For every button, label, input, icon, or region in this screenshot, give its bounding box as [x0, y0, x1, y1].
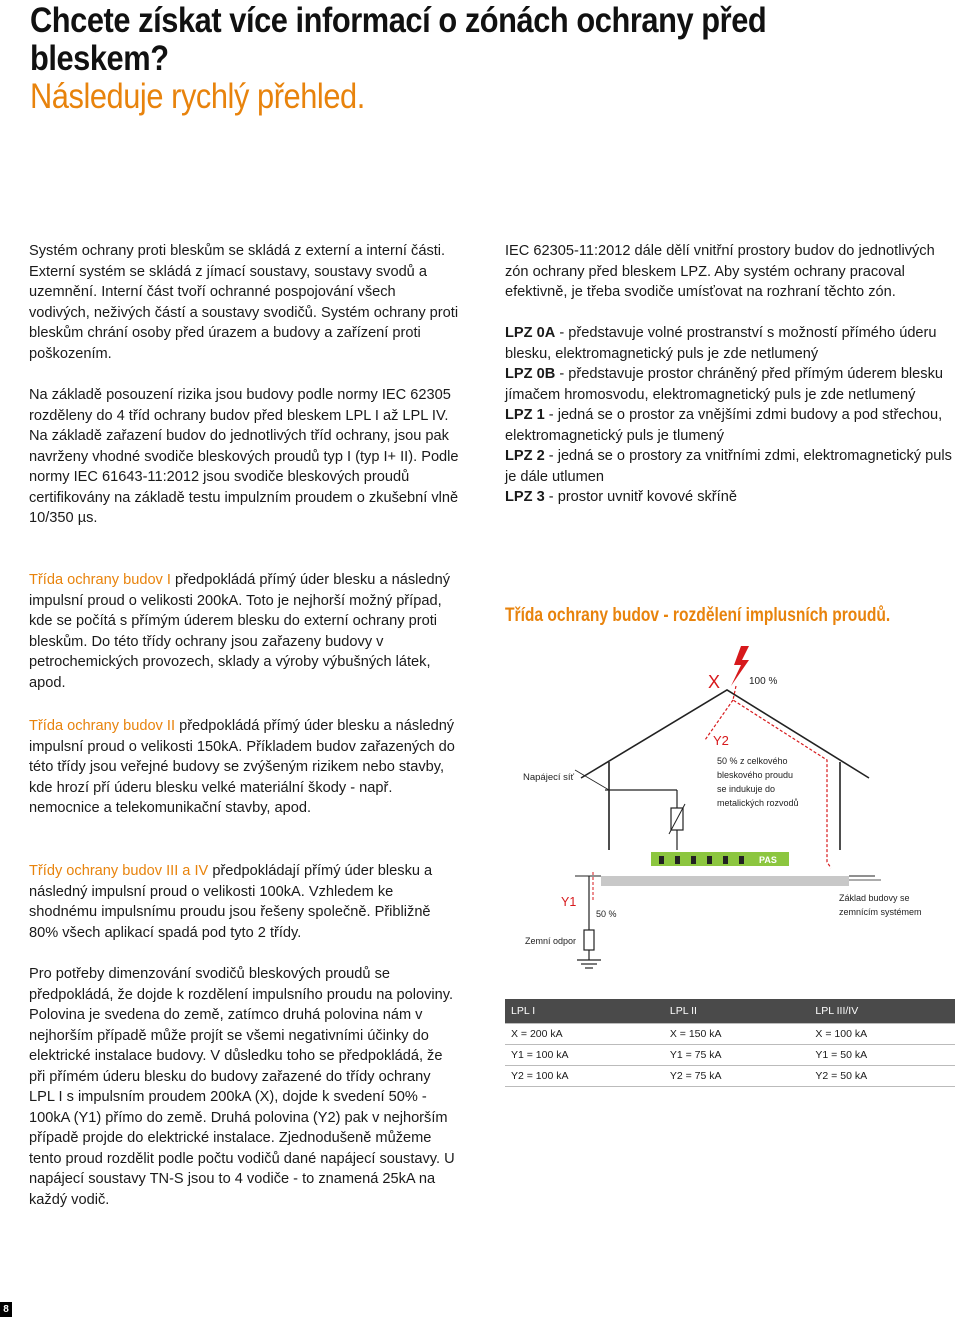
pct-100-label: 100 %	[749, 676, 778, 687]
title-line-2: Následuje rychlý přehled.	[30, 77, 365, 116]
y2-note-2: bleskového proudu	[717, 770, 794, 780]
table-header-row	[505, 999, 955, 1024]
lpz-item-2: LPZ 2 - jedná se o prostory za vnitřními zdmi, elektromagnetický puls je dále utlumen	[505, 448, 952, 485]
lpz-list	[505, 323, 955, 508]
lpz-item-1: LPZ 1 - jedná se o prostor za vnějšími zdmi budovy a pod střechou, elektromagnetický puls je tlumený	[505, 407, 943, 444]
lpl-current-table	[505, 999, 955, 1087]
title-line-1: Chcete získat více informací o zónách ochrany před bleskem?	[30, 1, 767, 78]
x-label: X	[708, 672, 721, 692]
left-paragraph-class-2	[29, 716, 459, 819]
supply-label: Napájecí síť	[523, 772, 575, 783]
right-intro: IEC 62305-11:2012 dále dělí vnitřní prostory budov do jednotlivých zón ochrany před bleskem LPZ. Aby systém ochrany pracoval efektivně, je třeba svodiče umísťovat na rozhraní těchto zón.	[505, 243, 935, 300]
table-cell: Y2 = 100 kA	[505, 1066, 664, 1087]
table-cell: Y1 = 100 kA	[505, 1045, 664, 1066]
table-header-cell: LPL II	[664, 999, 810, 1024]
page-title	[30, 2, 822, 116]
diagram-heading: Třída ochrany budov - rozdělení implusních proudů.	[505, 605, 891, 626]
left-paragraph-class-3-4	[29, 861, 459, 943]
lightning-current-diagram	[505, 640, 945, 970]
class-2-text: předpokládá přímý úder blesku a následný impulsní proud o velikosti 150kA. Příkladem budov zařazených do této třídy jsou veřejné budovy se zvýšeným rizikem nebo stavby, kde hrozí pří úderu blesku velké materiální škody - např. nemocnice a telekomunikační stavby, apod.	[29, 718, 455, 816]
lpz-item-0b: LPZ 0B - představuje prostor chráněný před přímým úderem blesku jímačem hromosvodu, elektromagnetický puls je zde netlumený	[505, 366, 943, 403]
table-cell: Y2 = 50 kA	[809, 1066, 955, 1087]
supply-pointer	[575, 770, 609, 790]
lpz-item-3: LPZ 3 - prostor uvnitř kovové skříně	[505, 489, 737, 505]
foundation-strip	[601, 876, 849, 886]
foundation-label-1: Základ budovy se	[839, 893, 910, 903]
pas-label: PAS	[759, 855, 777, 865]
surge-arrester-icon	[669, 790, 685, 850]
class-3-4-text: předpokládají přímý úder blesku a následný impulsní proud o velikosti 100kA. Vzhledem ke shodnému impulsnímu proudu jsou řešeny společně. Přibližně 80% všech aplikací spadá pod tyto 2 třídy.	[29, 863, 433, 941]
table-cell: X = 100 kA	[809, 1024, 955, 1045]
y2-note-4: metalických rozvodů	[717, 798, 799, 808]
table-row	[505, 1024, 955, 1045]
left-paragraph-dimensioning: Pro potřeby dimenzování svodičů bleskových proudů se předpokládá, že dojde k rozdělení impulsního proudu na poloviny. Polovina je svedena do země, zatímco druhá polovina nám v nejhorším případě může projít se všemi negativními účinky do elektrické instalace budovy. V důsledku toho se předpokládá, že při přímém úderu blesku do budovy zařazené do třídy ochrany LPL I s impulsním proudem 200kA (X), dojde k svedení 50% - 100kA (Y1) přímo do země. Druhá polovina (Y2) pak v nejhorším případě projde do elektrické instalace. Zjednodušeně můžeme tento proud rozdělit podle počtu vodičů dané napájecí soustavy. U napájecí soustavy TN-S jsou to 4 vodiče - to znamená 25kA na každý vodič.	[29, 966, 455, 1208]
table-cell: X = 200 kA	[505, 1024, 664, 1045]
table-header-cell: LPL III/IV	[809, 999, 955, 1024]
table-header-cell: LPL I	[505, 999, 664, 1024]
class-3-4-lead: Třídy ochrany budov III a IV	[29, 863, 209, 879]
lightning-bolt-icon	[731, 646, 749, 686]
table-row	[505, 1045, 955, 1066]
y2-label: Y2	[713, 733, 729, 748]
ground-symbol-icon	[577, 950, 601, 968]
table-cell: X = 150 kA	[664, 1024, 810, 1045]
lpz-item-0a: LPZ 0A - představuje volné prostranství s možností přímého úderu blesku, elektromagnetický puls je zde netlumený	[505, 325, 937, 362]
left-paragraph-2: Na základě posouzení rizika jsou budovy podle normy IEC 62305 rozděleny do 4 tříd ochrany budov před bleskem LPL I až LPL IV. Na základě zařazení budov do jednotlivých tříd ochrany, jsou pak navrženy vhodné svodiče bleskových proudů typ I (typ I+ II). Podle normy IEC 61643-11:2012 jsou svodiče bleskových proudů certifikovány na základě testu impulzním proudem o zkušební vlně 10/350 µs.	[29, 387, 459, 526]
table-cell: Y1 = 50 kA	[809, 1045, 955, 1066]
ground-resistor-icon	[584, 930, 594, 950]
class-1-text: předpokládá přímý úder blesku a následný impulsní proud o velikosti 200kA. Toto je nejhorší možný případ, kde se počítá s přímým úderem blesku do externí ochrany proti bleskům. Do této třídy ochrany jsou zařazeny budovy v petrochemických provozech, sklady a výroby výbušných látek, apod.	[29, 572, 451, 691]
y2-note-1: 50 % z celkového	[717, 756, 788, 766]
page-number: 8	[0, 1302, 12, 1317]
pct-50-label: 50 %	[596, 909, 617, 919]
left-paragraph-1: Systém ochrany proti bleskům se skládá z externí a interní části. Externí systém se skládá z jímací soustavy, soustavy svodů a uzemnění. Interní část tvoří ochranné pospojování všech vodivých, neživých částí a soustavy svodičů. Systém ochrany proti bleskům chrání osoby před úrazem a budovy a zařízení proti poškozením.	[29, 243, 459, 362]
y2-note-3: se indukuje do	[717, 784, 776, 794]
table-row	[505, 1066, 955, 1087]
table-cell: Y2 = 75 kA	[664, 1066, 810, 1087]
class-2-lead: Třída ochrany budov II	[29, 718, 176, 734]
left-paragraph-class-1	[29, 570, 459, 693]
foundation-label-2: zemnícím systémem	[839, 907, 922, 917]
table-cell: Y1 = 75 kA	[664, 1045, 810, 1066]
ground-label: Zemní odpor	[525, 936, 577, 946]
y1-label: Y1	[561, 895, 577, 909]
class-1-lead: Třída ochrany budov I	[29, 572, 171, 588]
